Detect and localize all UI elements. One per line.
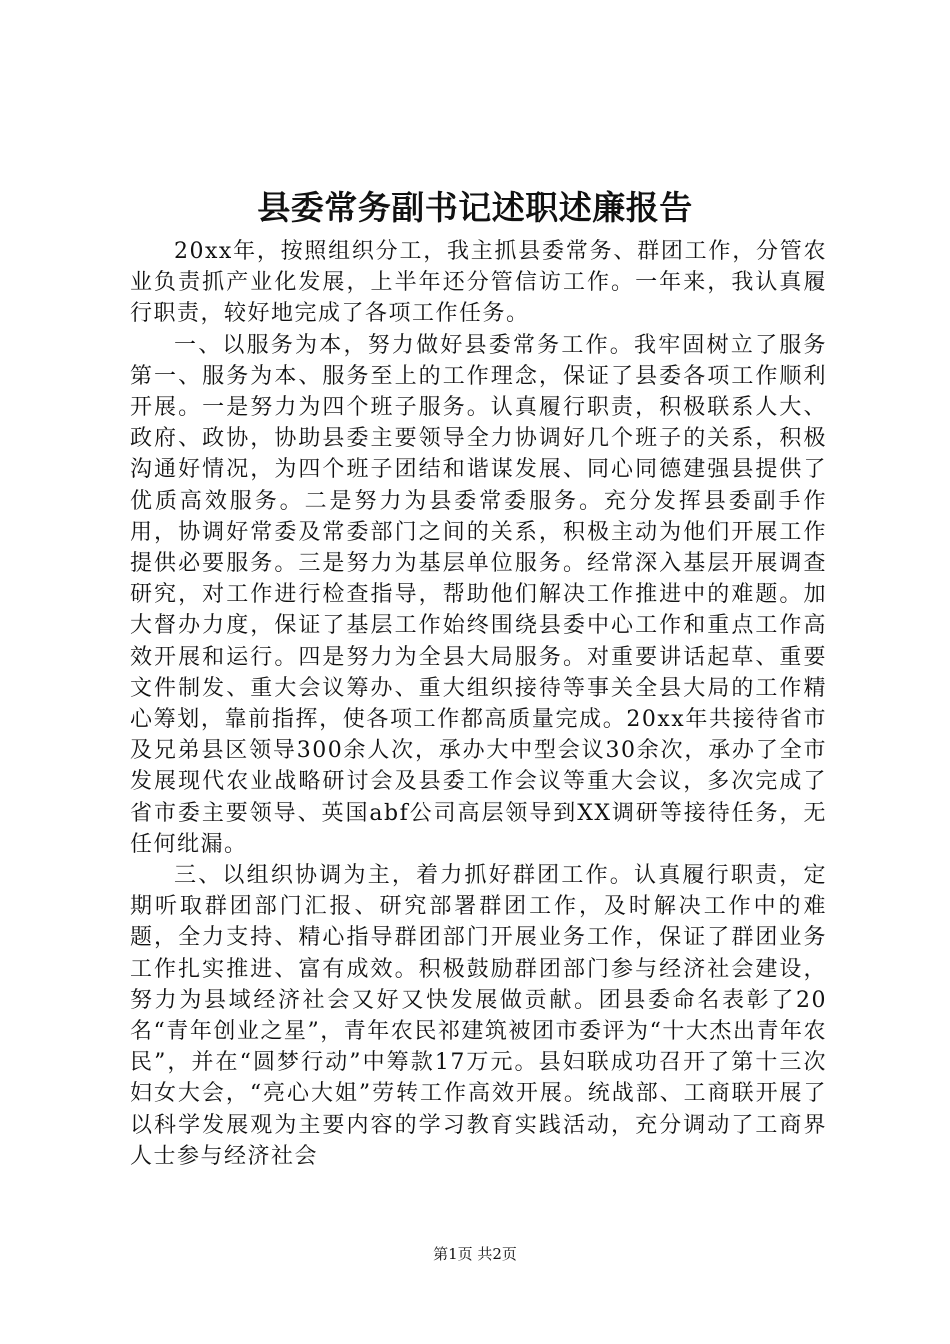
page-footer: 第1页 共2页	[433, 1245, 517, 1263]
paragraph-section-1: 一、以服务为本，努力做好县委常务工作。我牢固树立了服务第一、服务为本、服务至上的工作理念，保证了县委各项工作顺利开展。一是努力为四个班子服务。认真履行职责，积极联系人大、政府、政协，协助县委主要领导全力协调好几个班子的关系，积极沟通好情况，为四个班子团结和谐谋发展、同心同德建强县提供了优质高效服务。二是努力为县委常委服务。充分发挥县委副手作用，协调好常委及常委部门之间的关系，积极主动为他们开展工作提供必要服务。三是努力为基层单位服务。经常深入基层开展调查研究，对工作进行检查指导，帮助他们解决工作推进中的难题。加大督办力度，保证了基层工作始终围绕县委中心工作和重点工作高效开展和运行。四是努力为全县大局服务。对重要讲话起草、重要文件制发、重大会议筹办、重大组织接待等事关全县大局的工作精心筹划，靠前指挥，使各项工作都高质量完成。20xx年共接待省市及兄弟县区领导300余人次，承办大中型会议30余次，承办了全市发展现代农业战略研讨会及县委工作会议等重大会议，多次完成了省市委主要领导、英国abf公司高层领导到XX调研等接待任务，无任何纰漏。	[130, 332, 827, 857]
document-title: 县委常务副书记述职述廉报告	[257, 188, 693, 227]
paragraph-section-3: 三、以组织协调为主，着力抓好群团工作。认真履行职责，定期听取群团部门汇报、研究部署群团工作，及时解决工作中的难题，全力支持、精心指导群团部门开展业务工作，保证了群团业务工作扎实推进、富有成效。积极鼓励群团部门参与经济社会建设，努力为县域经济社会又好又快发展做贡献。团县委命名表彰了20名“青年创业之星”，青年农民祁建筑被团市委评为“十大杰出青年农民”，并在“圆梦行动”中筹款17万元。县妇联成功召开了第十三次妇女大会，“亮心大姐”劳转工作高效开展。统战部、工商联开展了以科学发展观为主要内容的学习教育实践活动，充分调动了工商界人士参与经济社会	[130, 863, 827, 1169]
paragraph-intro: 20xx年，按照组织分工，我主抓县委常务、群团工作，分管农业负责抓产业化发展，上半年还分管信访工作。一年来，我认真履行职责，较好地完成了各项工作任务。	[130, 239, 827, 327]
document-body	[130, 236, 827, 1172]
